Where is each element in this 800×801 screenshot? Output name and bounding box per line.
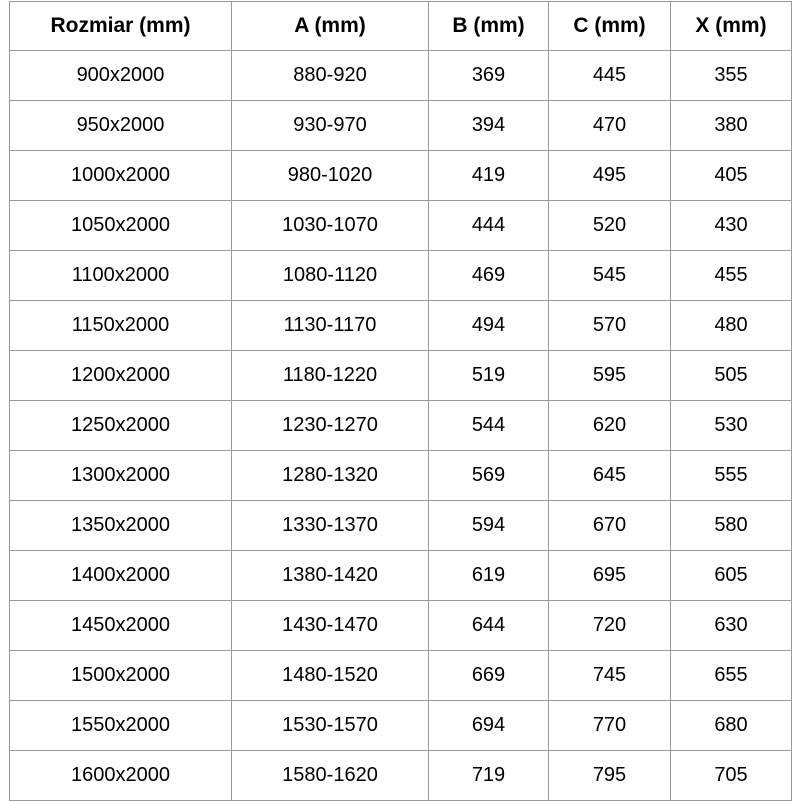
cell-size: 1150x2000 bbox=[10, 301, 232, 351]
cell-x: 430 bbox=[671, 201, 792, 251]
cell-c: 795 bbox=[549, 751, 671, 801]
cell-a: 930-970 bbox=[232, 101, 429, 151]
cell-a: 1430-1470 bbox=[232, 601, 429, 651]
cell-a: 1030-1070 bbox=[232, 201, 429, 251]
cell-a: 1330-1370 bbox=[232, 501, 429, 551]
cell-c: 445 bbox=[549, 51, 671, 101]
cell-size: 1500x2000 bbox=[10, 651, 232, 701]
dimensions-table bbox=[9, 1, 792, 801]
table-header bbox=[10, 2, 792, 51]
table-row bbox=[10, 351, 792, 401]
table-row bbox=[10, 251, 792, 301]
cell-size: 900x2000 bbox=[10, 51, 232, 101]
cell-x: 580 bbox=[671, 501, 792, 551]
cell-x: 505 bbox=[671, 351, 792, 401]
cell-c: 770 bbox=[549, 701, 671, 751]
cell-c: 495 bbox=[549, 151, 671, 201]
cell-b: 469 bbox=[429, 251, 549, 301]
cell-c: 745 bbox=[549, 651, 671, 701]
cell-c: 720 bbox=[549, 601, 671, 651]
cell-b: 419 bbox=[429, 151, 549, 201]
cell-b: 594 bbox=[429, 501, 549, 551]
cell-c: 645 bbox=[549, 451, 671, 501]
cell-b: 569 bbox=[429, 451, 549, 501]
cell-b: 494 bbox=[429, 301, 549, 351]
cell-x: 530 bbox=[671, 401, 792, 451]
cell-size: 1450x2000 bbox=[10, 601, 232, 651]
cell-size: 1600x2000 bbox=[10, 751, 232, 801]
table-row bbox=[10, 751, 792, 801]
cell-size: 1250x2000 bbox=[10, 401, 232, 451]
cell-x: 655 bbox=[671, 651, 792, 701]
cell-b: 519 bbox=[429, 351, 549, 401]
table-row bbox=[10, 301, 792, 351]
cell-c: 470 bbox=[549, 101, 671, 151]
cell-x: 405 bbox=[671, 151, 792, 201]
table-row bbox=[10, 501, 792, 551]
cell-x: 355 bbox=[671, 51, 792, 101]
header-size: Rozmiar (mm) bbox=[10, 2, 232, 51]
cell-a: 1480-1520 bbox=[232, 651, 429, 701]
cell-size: 950x2000 bbox=[10, 101, 232, 151]
cell-c: 570 bbox=[549, 301, 671, 351]
cell-size: 1550x2000 bbox=[10, 701, 232, 751]
cell-x: 680 bbox=[671, 701, 792, 751]
cell-b: 719 bbox=[429, 751, 549, 801]
cell-size: 1350x2000 bbox=[10, 501, 232, 551]
cell-a: 1080-1120 bbox=[232, 251, 429, 301]
cell-c: 520 bbox=[549, 201, 671, 251]
cell-a: 980-1020 bbox=[232, 151, 429, 201]
header-c: C (mm) bbox=[549, 2, 671, 51]
cell-x: 480 bbox=[671, 301, 792, 351]
cell-b: 394 bbox=[429, 101, 549, 151]
table-row bbox=[10, 601, 792, 651]
header-a: A (mm) bbox=[232, 2, 429, 51]
table-row bbox=[10, 701, 792, 751]
header-x: X (mm) bbox=[671, 2, 792, 51]
cell-size: 1300x2000 bbox=[10, 451, 232, 501]
cell-a: 1530-1570 bbox=[232, 701, 429, 751]
cell-x: 455 bbox=[671, 251, 792, 301]
cell-c: 545 bbox=[549, 251, 671, 301]
cell-a: 1180-1220 bbox=[232, 351, 429, 401]
table-row bbox=[10, 101, 792, 151]
cell-a: 1280-1320 bbox=[232, 451, 429, 501]
cell-c: 670 bbox=[549, 501, 671, 551]
cell-b: 619 bbox=[429, 551, 549, 601]
table-body bbox=[10, 51, 792, 801]
cell-b: 444 bbox=[429, 201, 549, 251]
cell-x: 630 bbox=[671, 601, 792, 651]
cell-a: 880-920 bbox=[232, 51, 429, 101]
cell-size: 1400x2000 bbox=[10, 551, 232, 601]
cell-c: 695 bbox=[549, 551, 671, 601]
cell-b: 544 bbox=[429, 401, 549, 451]
table-row bbox=[10, 201, 792, 251]
cell-b: 369 bbox=[429, 51, 549, 101]
cell-c: 620 bbox=[549, 401, 671, 451]
header-b: B (mm) bbox=[429, 2, 549, 51]
table-row bbox=[10, 551, 792, 601]
table-row bbox=[10, 51, 792, 101]
cell-b: 644 bbox=[429, 601, 549, 651]
cell-x: 555 bbox=[671, 451, 792, 501]
table-row bbox=[10, 451, 792, 501]
table-row bbox=[10, 151, 792, 201]
cell-a: 1230-1270 bbox=[232, 401, 429, 451]
cell-a: 1130-1170 bbox=[232, 301, 429, 351]
header-row bbox=[10, 2, 792, 51]
cell-size: 1200x2000 bbox=[10, 351, 232, 401]
table-row bbox=[10, 401, 792, 451]
cell-size: 1100x2000 bbox=[10, 251, 232, 301]
cell-size: 1050x2000 bbox=[10, 201, 232, 251]
cell-x: 380 bbox=[671, 101, 792, 151]
cell-b: 669 bbox=[429, 651, 549, 701]
cell-a: 1380-1420 bbox=[232, 551, 429, 601]
dimensions-table-container bbox=[9, 1, 791, 801]
cell-size: 1000x2000 bbox=[10, 151, 232, 201]
cell-a: 1580-1620 bbox=[232, 751, 429, 801]
table-row bbox=[10, 651, 792, 701]
cell-x: 705 bbox=[671, 751, 792, 801]
cell-x: 605 bbox=[671, 551, 792, 601]
cell-b: 694 bbox=[429, 701, 549, 751]
cell-c: 595 bbox=[549, 351, 671, 401]
